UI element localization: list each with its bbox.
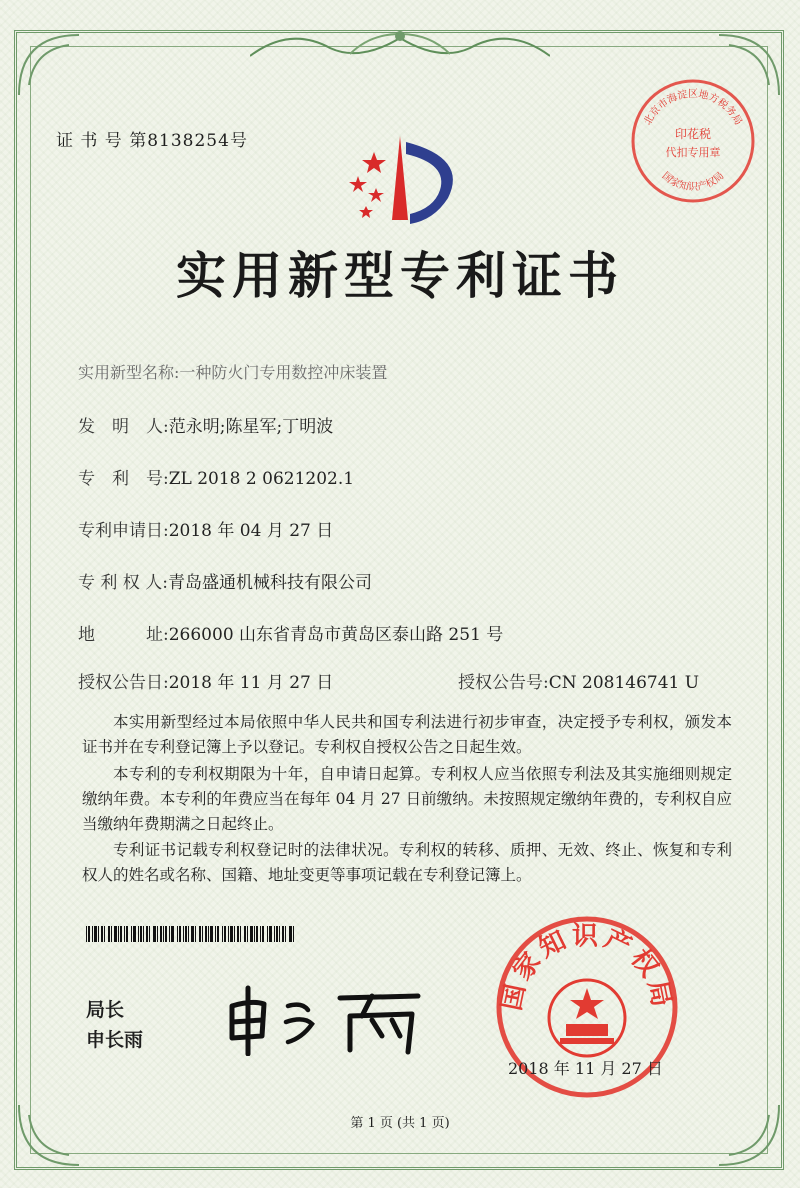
utility-model-name-value: 一种防火门专用数控冲床装置 [179, 363, 388, 382]
grant-number [458, 668, 699, 693]
certificate-title: 实用新型专利证书 [176, 247, 624, 305]
barcode-bar [269, 926, 272, 942]
cnipa-logo-icon [330, 128, 470, 238]
barcode-bar [88, 926, 90, 942]
barcode-bar [222, 926, 223, 942]
barcode-bar [208, 926, 209, 942]
address-value: 266000 山东省青岛市黄岛区泰山路 251 号 [168, 625, 504, 645]
barcode-bar [118, 926, 119, 942]
barcode-bar [131, 926, 132, 942]
corner-ornament-icon [714, 1100, 784, 1170]
patent-holder-value: 青岛盛通机械科技有限公司 [167, 573, 372, 593]
application-date-value: 2018 年 04 月 27 日 [168, 521, 334, 541]
barcode-bar [234, 926, 235, 942]
barcode-bar [256, 926, 258, 942]
tax-stamp-outer-text: 北京市海淀区地方税务局 [642, 89, 744, 128]
director-title: 局长 [86, 999, 125, 1021]
tax-stamp-line1: 印花税 [674, 127, 712, 141]
inventor-label: 发 明 人: [78, 417, 169, 437]
barcode-bar [120, 926, 122, 942]
barcode-bar [195, 926, 196, 942]
barcode-bar [163, 926, 164, 942]
barcode-bar [267, 926, 268, 942]
certificate-number-value: 8138254 [147, 131, 230, 151]
seal-text: 国家知识产权局 [496, 921, 678, 1014]
grant-date [78, 668, 333, 693]
barcode-bar [138, 926, 139, 942]
application-date-label: 专利申请日: [78, 521, 169, 541]
barcode-bar [205, 926, 207, 942]
inventor-value: 范永明;陈星军;丁明波 [168, 417, 334, 437]
barcode-bar [254, 926, 255, 942]
grant-number-label: 授权公告号: [458, 673, 549, 693]
barcode-bar [169, 926, 170, 942]
utility-model-name [78, 360, 387, 383]
corner-ornament-icon [14, 1100, 84, 1170]
barcode-bar [289, 926, 292, 942]
barcode-bar [140, 926, 142, 942]
tax-stamp [628, 76, 758, 206]
utility-model-name-label: 实用新型名称: [78, 363, 180, 382]
barcode-bar [224, 926, 226, 942]
patent-holder-label: 专 利 权 人: [78, 573, 168, 593]
barcode-bar [160, 926, 162, 942]
barcode-bar [210, 926, 213, 942]
barcode-bar [250, 926, 253, 942]
address [78, 620, 503, 645]
national-emblem-icon [549, 980, 625, 1056]
patent-number-value: ZL 2018 2 0621202.1 [168, 469, 355, 489]
barcode-bar [285, 926, 286, 942]
barcode-bar [276, 926, 278, 942]
paragraph-3: 专利证书记载专利权登记时的法律状况。专利权的转移、质押、无效、终止、恢复和专利权人的姓名或名称、国籍、地址变更等事项记载在专利登记簿上。 [82, 841, 732, 884]
grant-date-value: 2018 年 11 月 27 日 [168, 673, 334, 693]
barcode-bar [94, 926, 97, 942]
page-footer: 第 1 页 (共 1 页) [350, 1116, 450, 1131]
barcode-bar [108, 926, 110, 942]
address-label: 地 址: [78, 625, 169, 645]
barcode-bar [111, 926, 112, 942]
barcode-bar [260, 926, 261, 942]
barcode-bar [279, 926, 280, 942]
barcode-bar [149, 926, 150, 942]
barcode-bar [183, 926, 184, 942]
barcode-bar [157, 926, 158, 942]
barcode-bar [247, 926, 248, 942]
barcode-bar [177, 926, 178, 942]
barcode-bar [98, 926, 99, 942]
barcode-bar [228, 926, 229, 942]
grant-number-value: CN 208146741 U [548, 673, 700, 693]
barcode-bar [143, 926, 144, 942]
barcode-icon [86, 926, 298, 942]
tax-stamp-line2: 代扣专用章 [665, 146, 721, 159]
barcode-bar [215, 926, 216, 942]
top-ornament-icon [250, 26, 550, 66]
barcode-bar [244, 926, 246, 942]
certificate-number-label: 证 书 号 第 [56, 131, 148, 151]
grant-date-label: 授权公告日: [78, 673, 169, 693]
barcode-bar [191, 926, 194, 942]
barcode-bar [104, 926, 105, 942]
barcode-bar [124, 926, 125, 942]
barcode-bar [188, 926, 189, 942]
barcode-bar [185, 926, 187, 942]
barcode-bar [86, 926, 87, 942]
paragraph-1: 本实用新型经过本局依照中华人民共和国专利法进行初步审查，决定授予专利权，颁发本证书并在专利登记簿上予以登记。专利权自授权公告之日起生效。 [82, 713, 732, 756]
barcode-bar [230, 926, 233, 942]
barcode-bar [179, 926, 181, 942]
barcode-bar [133, 926, 136, 942]
barcode-bar [114, 926, 117, 942]
tax-stamp-bottom-text: 国家知识产权局 [659, 170, 727, 194]
seal-date: 2018 年 11 月 27 日 [508, 1059, 663, 1078]
director-block [86, 995, 143, 1055]
barcode-bar [146, 926, 148, 942]
barcode-bar [217, 926, 219, 942]
patent-number-label: 专 利 号: [78, 469, 169, 489]
barcode-bar [262, 926, 264, 942]
barcode-bar [165, 926, 167, 942]
director-name: 申长雨 [86, 1029, 144, 1051]
barcode-bar [92, 926, 93, 942]
paragraph-2: 本专利的专利权期限为十年，自申请日起算。专利权人应当依照专利法及其实施细则规定缴纳年费。本专利的年费应当在每年 04 月 27 日前缴纳。未按照规定缴纳年费的，专利权自应当缴纳年费期满之日起终止。 [82, 765, 732, 833]
barcode-bar [274, 926, 275, 942]
barcode-bar [199, 926, 201, 942]
barcode-bar [126, 926, 128, 942]
barcode-bar [240, 926, 241, 942]
barcode-bar [153, 926, 156, 942]
patent-number [78, 464, 354, 489]
barcode-bar [282, 926, 284, 942]
patent-holder [78, 568, 372, 593]
barcode-bar [171, 926, 174, 942]
certificate-number-suffix: 号 [229, 131, 248, 151]
corner-ornament-icon [14, 30, 84, 100]
director-signature [222, 976, 422, 1056]
certificate-number [56, 126, 248, 151]
barcode-bar [101, 926, 103, 942]
application-date [78, 516, 333, 541]
barcode-bar [237, 926, 239, 942]
barcode-bar [202, 926, 203, 942]
barcode-bar [293, 926, 294, 942]
inventor [78, 412, 333, 437]
